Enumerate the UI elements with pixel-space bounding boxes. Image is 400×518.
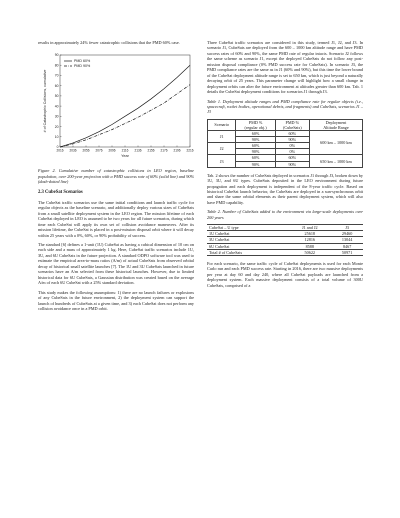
table-2-cell: Total # of CubeSats [207, 249, 288, 255]
table-1-cell: 60% [236, 155, 275, 161]
table-2-cell: 25618 [288, 231, 331, 237]
table-2-header: CubeSat – U type [207, 225, 288, 231]
intro-paragraph: results in approximately 24% fewer catastrophic collisions that the PMD 60% case. [38, 40, 180, 45]
left-paragraph-1: The CubeSat traffic scenarios use the same initial conditions and launch traffic cycle for regular objects as the baseline scenario, and additionally deploy various sizes of CubeSats from a small satellite deployment system in the LEO region. The mission lifetime of each CubeSat deployed in LEO is assumed to be two years for all future scenarios, during which time each CubeSat will apply its own set of collision avoidance maneuvers. After its mission lifetime, the CubeSat is placed in a post-mission disposal orbit where it will decay within 25 years with a 0%, 60%, or 90% probability of success. [38, 199, 194, 238]
x-tick-label: 2076 [95, 148, 103, 153]
y-tick-label: 90 [54, 53, 59, 58]
table-2-cell: 50622 [288, 249, 331, 255]
left-paragraph-2: The standard [6] defines a 1-unit (1U) CubeSat as having a cubical dimension of 10 cm on each side and a mass of approximately 1 kg. Here, CubeSat traffic scenarios include 1U, 3U, and 6U CubeSats in the future projection. A standard ODPO software tool was used to estimate the empirical area-to-mass ratios (A/m) of actual CubeSats from observed orbital decay of historical small satellite launches [7]. The 1U and 3U CubeSats launched in future scenarios have an A/m selected from these historical launches. However, due to limited historical data for 6U CubeSats, a Gaussian distribution was created based on the average A/m of each 6U CubeSat with a 25% standard deviation. [38, 241, 194, 286]
x-tick-label: 2156 [147, 148, 155, 153]
y-tick-label: 80 [54, 63, 59, 68]
y-tick-label: 60 [54, 84, 59, 89]
y-axis-label: # of Catastrophic Collisions, cumulative [43, 70, 47, 133]
table-1-range: 650 km – 1000 km [309, 155, 362, 167]
section-heading: 2.3 CubeSat Scenarios [38, 189, 83, 195]
figure-2-chart [38, 49, 194, 165]
table-2-cell: 13044 [331, 237, 363, 243]
x-tick-label: 2216 [186, 148, 194, 153]
y-tick-label: 30 [54, 114, 59, 119]
plot-frame [60, 55, 190, 147]
table-1-cell: 60% [236, 131, 275, 137]
table-1-cell: 60% [236, 143, 275, 149]
table-1-header: Deployment Altitude Range [309, 119, 362, 130]
x-tick-label: 2056 [82, 148, 90, 153]
table-1-cell: 90% [275, 137, 309, 143]
x-axis-label: Year [121, 154, 129, 159]
series-line-2 [60, 85, 190, 147]
table-1-scenario: J1 [208, 131, 236, 143]
table-1-scenario: J3 [208, 155, 236, 167]
x-tick-label: 2096 [108, 148, 116, 153]
chart-svg [38, 49, 194, 165]
y-tick-label: 20 [54, 125, 59, 130]
table-1-cell: 60% [275, 155, 309, 161]
table-1-cell: 0% [275, 143, 309, 149]
x-tick-label: 2036 [69, 148, 77, 153]
table-2-cell: 12816 [288, 237, 331, 243]
table-2-cell: 3U CubeSat [207, 237, 288, 243]
table-1 [207, 119, 363, 168]
right-paragraph-3: For each scenario, the same traffic cycle of CubeSat deployments is used for each Monte Carlo run and each PMD success rate. Starting in 2016, there are two massive deployments per year at day 60 and day 240, where all CubeSat payloads are launched from a deployment system. Each massive deployment consists of a total volume of 300U CubeSats, comprised of a [207, 260, 363, 288]
table-1-cell: 90% [236, 137, 275, 143]
right-paragraph-2: Tab. 2 shows the number of CubeSats deployed in scenarios J1 through J3, broken down by 1U, 3U, and 6U types. CubeSats deposited in the LEO environment during future propagation and each deployment is independent of the 8-year traffic cycle. Based on historical CubeSat launch behavior, the CubeSats are deployed in a sun-synchronous orbit and share the same orbital elements as their parent deployment system, which will also have PMD capability. [207, 172, 363, 205]
table-2-cell: 50971 [331, 249, 363, 255]
table-2-cell: 8467 [331, 243, 363, 249]
left-column [38, 40, 194, 315]
left-paragraph-3: This study makes the following assumptions: 1) there are no launch failures or explosions of any CubeSats in the future environment, 2) the deployment system can support the launch of hundreds of CubeSats at a given time, and 3) each CubeSat does not perform any collision avoidance once in a PMD orbit. [38, 289, 194, 311]
table-2-header: J1 and J2 [288, 225, 331, 231]
right-column [207, 40, 363, 292]
table-1-cell: 90% [275, 161, 309, 167]
table-1-cell: 60% [275, 131, 309, 137]
table-2-cell: 29460 [331, 231, 363, 237]
table-1-cell: 90% [236, 161, 275, 167]
table-1-header: PMD % (CubeSats) [275, 119, 309, 130]
table-2-cell: 8588 [288, 243, 331, 249]
table-2-caption: Table 2. Number of CubeSats added to the environment via large-scale deployments over 200 years [207, 209, 363, 220]
table-1-cell: 90% [236, 149, 275, 155]
legend-label: PMD 90% [74, 64, 91, 69]
table-2-row [207, 249, 363, 255]
y-tick-label: 50 [54, 94, 59, 99]
table-1-header: Scenario [208, 119, 236, 130]
table-2-cell: 1U CubeSat [207, 231, 288, 237]
table-1-header: PMD % (regular obj.) [236, 119, 275, 130]
right-paragraph-1: Three CubeSat traffic scenarios are considered in this study, termed J1, J2, and J3. In scenario J1, CubeSats are deployed from the 600 – 1000 km altitude range and have PMD success rates of 60% and 90%, the same PMD rate of regular intacts. Scenario J2 follows the same scheme as scenario J1, except the deployed CubeSats do not follow any post-mission disposal compliance (0% PMD success rate for CubeSats). In scenario J3, the PMD compliance rates are the same as in J1 (60% and 90%), but this time the lower bound of the CubeSat deployment altitude range is set to 650 km, which is just beyond a naturally decaying orbit of 25 years. This parameter change will highlight how a small change in deployment orbits can alter the future environment at altitudes greater than 600 km. Tab. 1 details the CubeSat deployment conditions for scenarios J1 through J3. [207, 40, 363, 95]
table-2-header: J3 [331, 225, 363, 231]
y-tick-label: 0 [56, 145, 59, 150]
legend-label: PMD 60% [74, 59, 91, 64]
x-tick-label: 2176 [160, 148, 168, 153]
x-tick-label: 2016 [56, 148, 64, 153]
table-1-cell: 0% [275, 149, 309, 155]
y-tick-label: 70 [54, 74, 59, 79]
table-1-header-row [208, 119, 363, 130]
y-tick-label: 10 [54, 135, 59, 140]
table-1-scenario: J2 [208, 143, 236, 155]
table-2 [207, 224, 363, 255]
x-tick-label: 2116 [121, 148, 129, 153]
x-tick-label: 2196 [173, 148, 181, 153]
y-tick-label: 40 [54, 104, 59, 109]
table-2-cell: 6U CubeSat [207, 243, 288, 249]
table-1-range: 600 km – 1000 km [309, 131, 362, 155]
series-line-1 [60, 66, 190, 148]
table-1-caption: Table 1. Deployment altitude ranges and PMD compliance rate for regular objects (i.e., spacecraft, rocket bodies, operational debris, and fragments) and CubeSats, scenarios J1 – J3 [207, 98, 363, 115]
x-tick-label: 2136 [134, 148, 142, 153]
figure-2-caption: Figure 2. Cumulative number of catastrophic collisions in LEO region, baseline population, over 200-year projection with a PMD success rate of 60% (solid line) and 90% (dash-dotted line) [38, 168, 194, 185]
